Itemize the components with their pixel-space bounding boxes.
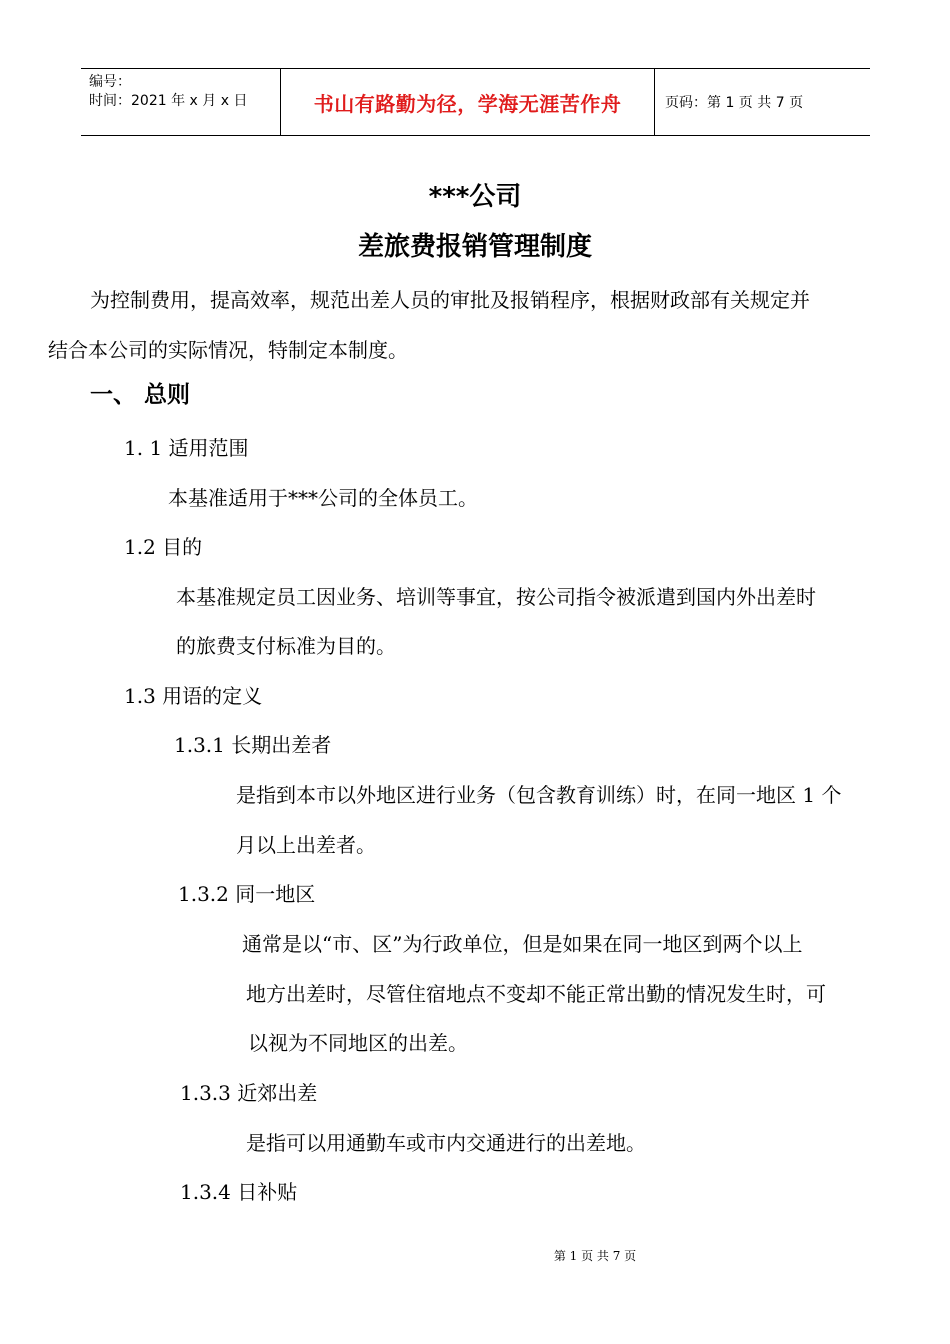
section-heading-general: 一、 总则 [90,382,191,408]
header-table [81,68,870,136]
intro-line-2: 结合本公司的实际情况，特制定本制度。 [48,338,408,362]
page-footer: 第 1 页 共 7 页 [553,1249,637,1263]
body-1-3-2-line-2: 地方出差时，尽管住宿地点不变却不能正常出勤的情况发生时，可 [246,982,826,1006]
company-title: ***公司 [428,182,522,212]
body-1-3-1-line-1: 是指到本市以外地区进行业务（包含教育训练）时，在同一地区 1 个 [236,783,842,807]
heading-1-2: 1.2 目的 [124,535,203,559]
number-label: 编号： [89,74,131,90]
heading-1-3-1: 1.3.1 长期出差者 [174,733,332,757]
body-1-3-3: 是指可以用通勤车或市内交通进行的出差地。 [246,1131,646,1155]
body-1-3-2-line-3: 以视为不同地区的出差。 [248,1031,468,1055]
body-1-2-line-2: 的旅费支付标准为目的。 [176,634,396,658]
body-1-2-line-1: 本基准规定员工因业务、培训等事宜，按公司指令被派遣到国内外出差时 [176,585,816,609]
heading-1-3: 1.3 用语的定义 [124,684,263,708]
body-1-1: 本基准适用于***公司的全体员工。 [168,486,478,510]
page-info: 页码：第 1 页 共 7 页 [665,95,804,111]
time-label: 时间：2021 年 x 月 x 日 [89,93,248,109]
heading-1-3-2: 1.3.2 同一地区 [178,882,316,906]
heading-1-3-3: 1.3.3 近郊出差 [180,1081,318,1105]
document-title: 差旅费报销管理制度 [357,232,592,262]
heading-1-1: 1. 1 适用范围 [124,436,249,460]
intro-line-1: 为控制费用，提高效率，规范出差人员的审批及报销程序，根据财政部有关规定并 [90,288,810,312]
motto: 书山有路勤为径，学海无涯苦作舟 [281,69,655,135]
body-1-3-2-line-1: 通常是以“市、区”为行政单位，但是如果在同一地区到两个以上 [242,932,803,956]
body-1-3-1-line-2: 月以上出差者。 [236,833,376,857]
header-meta-cell [81,69,281,135]
heading-1-3-4: 1.3.4 日补贴 [180,1180,298,1204]
